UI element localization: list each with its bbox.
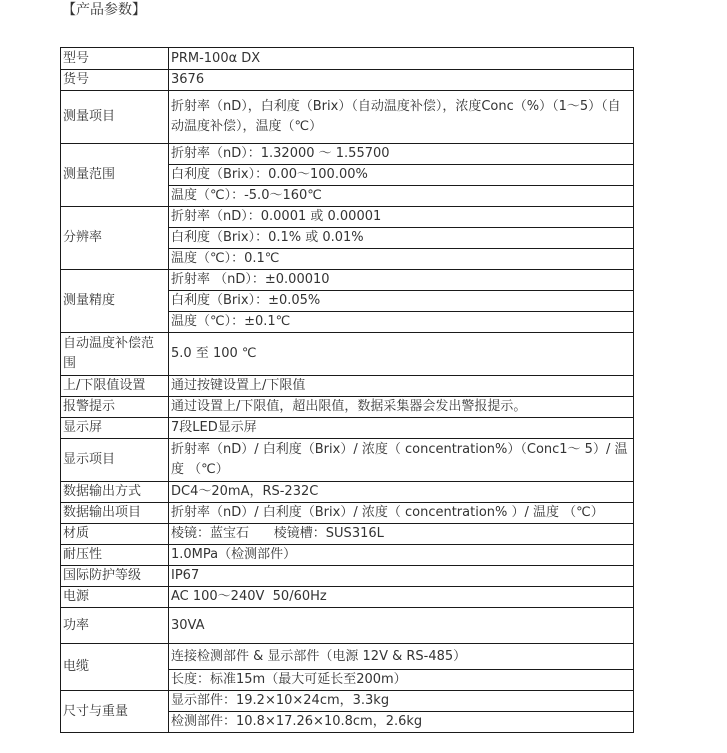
table-row bbox=[61, 397, 634, 418]
label-display-items: 显示项目 bbox=[61, 439, 169, 482]
table-row bbox=[61, 70, 634, 91]
value-resolution-brix: 白利度（Brix）：0.1% 或 0.01% bbox=[169, 228, 634, 249]
label-power-supply: 电源 bbox=[61, 587, 169, 608]
value-power: 30VA bbox=[169, 608, 634, 644]
table-row bbox=[61, 48, 634, 70]
label-limit-setting: 上/下限值设置 bbox=[61, 376, 169, 397]
value-accuracy-nd: 折射率 （nD）：±0.00010 bbox=[169, 270, 634, 291]
value-resolution-temp: 温度（℃）：0.1℃ bbox=[169, 249, 634, 270]
label-output-items: 数据输出项目 bbox=[61, 503, 169, 524]
table-row bbox=[61, 207, 634, 228]
value-ip-rating: IP67 bbox=[169, 566, 634, 587]
value-atc-range: 5.0 至 100 ℃ bbox=[169, 333, 634, 376]
value-display: 7段LED显示屏 bbox=[169, 418, 634, 439]
table-row bbox=[61, 270, 634, 291]
table-row bbox=[61, 333, 634, 376]
table-row bbox=[61, 376, 634, 397]
label-power: 功率 bbox=[61, 608, 169, 644]
label-ip-rating: 国际防护等级 bbox=[61, 566, 169, 587]
label-model: 型号 bbox=[61, 48, 169, 70]
label-size-weight: 尺寸与重量 bbox=[61, 691, 169, 733]
label-alarm: 报警提示 bbox=[61, 397, 169, 418]
value-cable-connection: 连接检测部件 & 显示部件（电源 12V & RS-485） bbox=[169, 644, 634, 670]
table-row bbox=[61, 524, 634, 545]
value-measure-range-brix: 白利度（Brix）：0.00～100.00% bbox=[169, 165, 634, 186]
table-row bbox=[61, 608, 634, 644]
value-power-supply: AC 100～240V 50/60Hz bbox=[169, 587, 634, 608]
label-accuracy: 测量精度 bbox=[61, 270, 169, 333]
value-display-items: 折射率（nD）/ 白利度（Brix）/ 浓度（ concentration%）（Conc1～ 5）/ 温度 （℃） bbox=[169, 439, 634, 482]
table-row bbox=[61, 566, 634, 587]
section-heading: 【产品参数】 bbox=[62, 2, 146, 18]
value-alarm: 通过设置上/下限值，超出限值，数据采集器会发出警报提示。 bbox=[169, 397, 634, 418]
label-item-no: 货号 bbox=[61, 70, 169, 91]
spec-table bbox=[60, 47, 634, 733]
table-row bbox=[61, 439, 634, 482]
value-model: PRM-100α DX bbox=[169, 48, 634, 70]
label-output-mode: 数据输出方式 bbox=[61, 482, 169, 503]
value-item-no: 3676 bbox=[169, 70, 634, 91]
value-measure-range-temp: 温度（℃）：-5.0～160℃ bbox=[169, 186, 634, 207]
table-row bbox=[61, 144, 634, 165]
value-output-items: 折射率（nD）/ 白利度（Brix）/ 浓度（ concentration% ）/ 温度 （℃） bbox=[169, 503, 634, 524]
table-row bbox=[61, 482, 634, 503]
value-material: 棱镜：蓝宝石 棱镜槽：SUS316L bbox=[169, 524, 634, 545]
label-measure-items: 测量项目 bbox=[61, 91, 169, 144]
value-size-sensor-unit: 检测部件：10.8×17.26×10.8cm，2.6kg bbox=[169, 712, 634, 733]
value-cable-length: 长度：标准15m（最大可延长至200m） bbox=[169, 670, 634, 691]
label-material: 材质 bbox=[61, 524, 169, 545]
label-pressure: 耐压性 bbox=[61, 545, 169, 566]
value-limit-setting: 通过按键设置上/下限值 bbox=[169, 376, 634, 397]
table-row bbox=[61, 691, 634, 712]
table-row bbox=[61, 644, 634, 670]
value-accuracy-brix: 白利度（Brix）：±0.05% bbox=[169, 291, 634, 312]
value-measure-range-nd: 折射率（nD）：1.32000 ～ 1.55700 bbox=[169, 144, 634, 165]
table-row bbox=[61, 418, 634, 439]
label-measure-range: 测量范围 bbox=[61, 144, 169, 207]
label-resolution: 分辨率 bbox=[61, 207, 169, 270]
label-atc-range: 自动温度补偿范围 bbox=[61, 333, 169, 376]
value-output-mode: DC4～20mA，RS-232C bbox=[169, 482, 634, 503]
value-resolution-nd: 折射率（nD）：0.0001 或 0.00001 bbox=[169, 207, 634, 228]
value-accuracy-temp: 温度（℃）：±0.1℃ bbox=[169, 312, 634, 333]
table-row bbox=[61, 503, 634, 524]
label-display: 显示屏 bbox=[61, 418, 169, 439]
value-measure-items: 折射率（nD），白利度（Brix）（自动温度补偿），浓度Conc（%）（1～5）（自动温度补偿），温度（℃） bbox=[169, 91, 634, 144]
table-row bbox=[61, 545, 634, 566]
value-size-display-unit: 显示部件：19.2×10×24cm，3.3kg bbox=[169, 691, 634, 712]
value-pressure: 1.0MPa（检测部件） bbox=[169, 545, 634, 566]
label-cable: 电缆 bbox=[61, 644, 169, 691]
table-row bbox=[61, 91, 634, 144]
table-row bbox=[61, 587, 634, 608]
